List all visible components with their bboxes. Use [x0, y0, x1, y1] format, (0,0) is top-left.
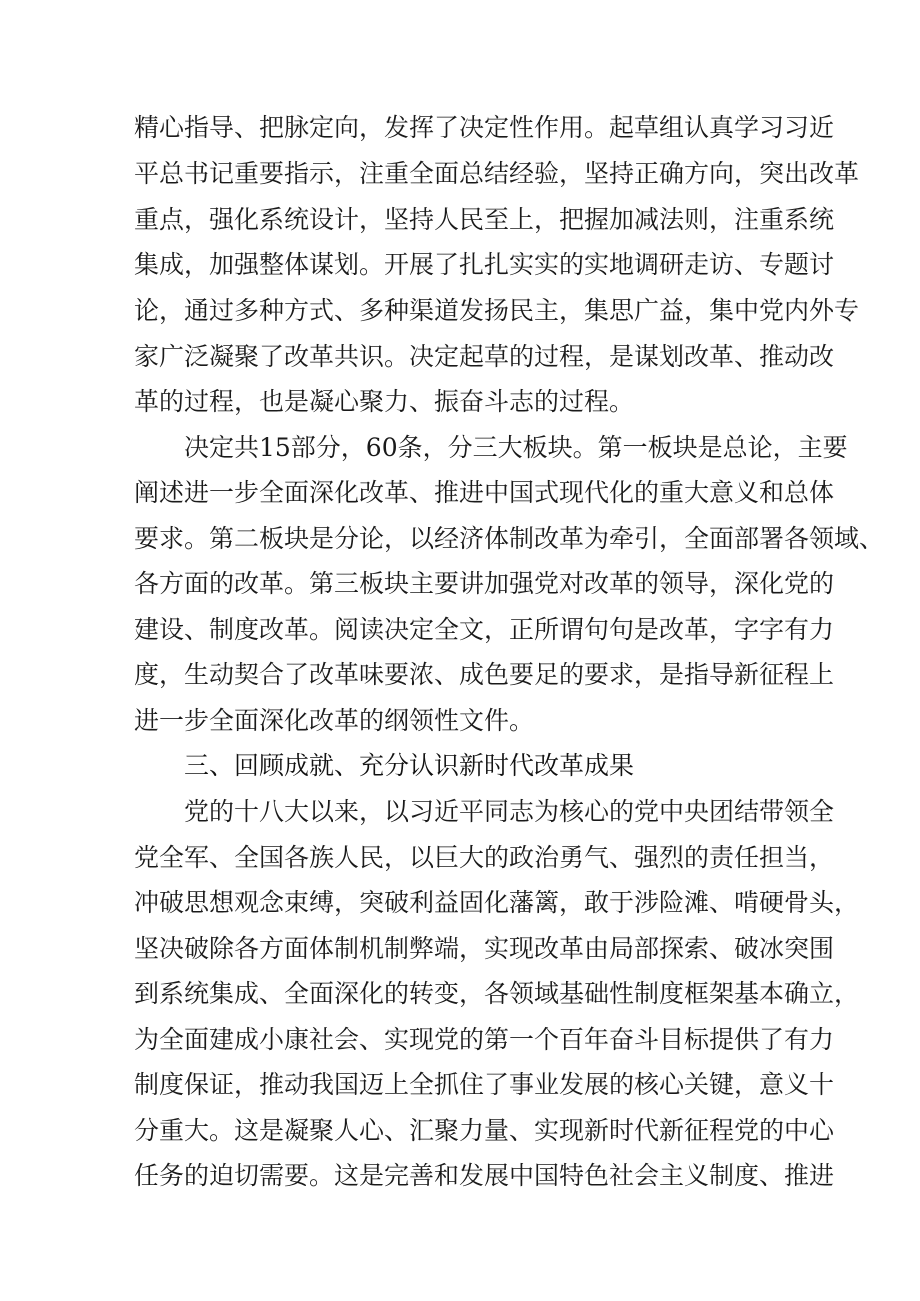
- paragraph-3-line-6: 为全面建成小康社会、实现党的第一个百年奋斗目标提供了有力: [134, 1025, 835, 1054]
- paragraph-2-line-4: 各方面的改革。第三板块主要讲加强党对改革的领导，深化党的: [134, 569, 835, 598]
- paragraph-3-line-7: 制度保证，推动我国迈上全抓住了事业发展的核心关键，意义十: [134, 1070, 835, 1099]
- paragraph-1-line-2: 平总书记重要指示，注重全面总结经验，坚持正确方向，突出改革: [134, 159, 860, 188]
- paragraph-2-line-2: 阐述进一步全面深化改革、推进中国式现代化的重大意义和总体: [134, 478, 835, 507]
- paragraph-3-line-4: 坚决破除各方面体制机制弊端，实现改革由局部探索、破冰突围: [134, 934, 835, 963]
- paragraph-3-line-5: 到系统集成、全面深化的转变，各领域基础性制度框架基本确立，: [134, 979, 860, 1008]
- paragraph-3-line-2: 党全军、全国各族人民，以巨大的政治勇气、强烈的责任担当，: [134, 843, 835, 872]
- paragraph-1-line-6: 家广泛凝聚了改革共识。决定起草的过程，是谋划改革、推动改: [134, 342, 835, 371]
- paragraph-3-line-1: 党的十八大以来，以习近平同志为核心的党中央团结带领全: [184, 797, 835, 826]
- paragraph-1-line-5: 论，通过多种方式、多种渠道发扬民主，集思广益，集中党内外专: [134, 296, 860, 325]
- paragraph-1-line-1: 精心指导、把脉定向，发挥了决定性作用。起草组认真学习习近: [134, 113, 835, 142]
- paragraph-2-line-3: 要求。第二板块是分论，以经济体制改革为牵引，全面部署各领域、: [134, 524, 885, 553]
- paragraph-1-line-3: 重点，强化系统设计，坚持人民至上，把握加减法则，注重系统: [134, 205, 835, 234]
- paragraph-2-line-5: 建设、制度改革。阅读决定全文，正所谓句句是改革，字字有力: [134, 615, 835, 644]
- paragraph-1-line-4: 集成，加强整体谋划。开展了扎扎实实的实地调研走访、专题讨: [134, 250, 835, 279]
- paragraph-2-line-6: 度，生动契合了改革味要浓、成色要足的要求，是指导新征程上: [134, 660, 835, 689]
- paragraph-1-line-7: 革的过程，也是凝心聚力、振奋斗志的过程。: [134, 387, 635, 416]
- paragraph-3-line-9: 任务的迫切需要。这是完善和发展中国特色社会主义制度、推进: [134, 1161, 835, 1190]
- paragraph-3-line-8: 分重大。这是凝聚人心、汇聚力量、实现新时代新征程党的中心: [134, 1116, 835, 1145]
- paragraph-2-line-7: 进一步全面深化改革的纲领性文件。: [134, 706, 535, 735]
- paragraph-2-line-1: 决定共15部分，60条，分三大板块。第一板块是总论，主要: [184, 433, 848, 462]
- section-heading-3: 三、回顾成就、充分认识新时代改革成果: [184, 751, 635, 780]
- paragraph-3-line-3: 冲破思想观念束缚，突破利益固化藩篱，敢于涉险滩、啃硬骨头，: [134, 888, 860, 917]
